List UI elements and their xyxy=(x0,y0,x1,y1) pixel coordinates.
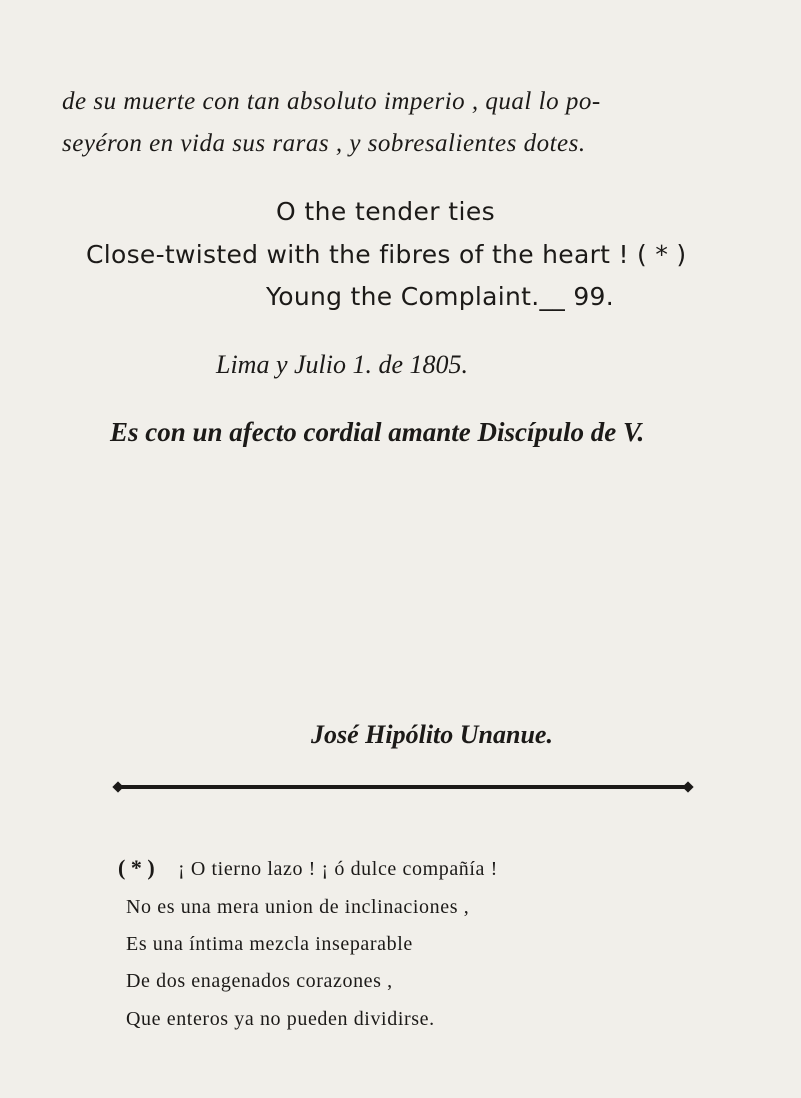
footnote-marker: ( * ) xyxy=(118,855,155,880)
footnote-line-3: Es una íntima mezcla inseparable xyxy=(126,933,413,955)
intro-line-1: de su muerte con tan absoluto imperio , qual lo po- xyxy=(62,88,601,115)
footnote-line-1: ¡ O tierno lazo ! ¡ ó dulce compañía ! xyxy=(178,858,498,880)
footnote-line-2: No es una mera union de inclinaciones , xyxy=(126,896,470,918)
intro-line-2: seyéron en vida sus raras , y sobresalientes dotes. xyxy=(62,130,586,157)
signature: José Hipólito Unanue. xyxy=(311,720,553,749)
footnote-line-5: Que enteros ya no pueden dividirse. xyxy=(126,1008,435,1030)
footnote-line-4: De dos enagenados corazones , xyxy=(126,970,393,992)
dedication-line: Es con un afecto cordial amante Discípulo de V. xyxy=(110,417,645,447)
ornamental-rule xyxy=(117,785,689,789)
dateline: Lima y Julio 1. de 1805. xyxy=(216,350,469,379)
epigraph-line-2: Close-twisted with the fibres of the heart ! ( * ) xyxy=(86,240,687,269)
epigraph-line-1: O the tender ties xyxy=(276,197,496,226)
epigraph-line-3: Young the Complaint.__ 99. xyxy=(266,282,615,311)
